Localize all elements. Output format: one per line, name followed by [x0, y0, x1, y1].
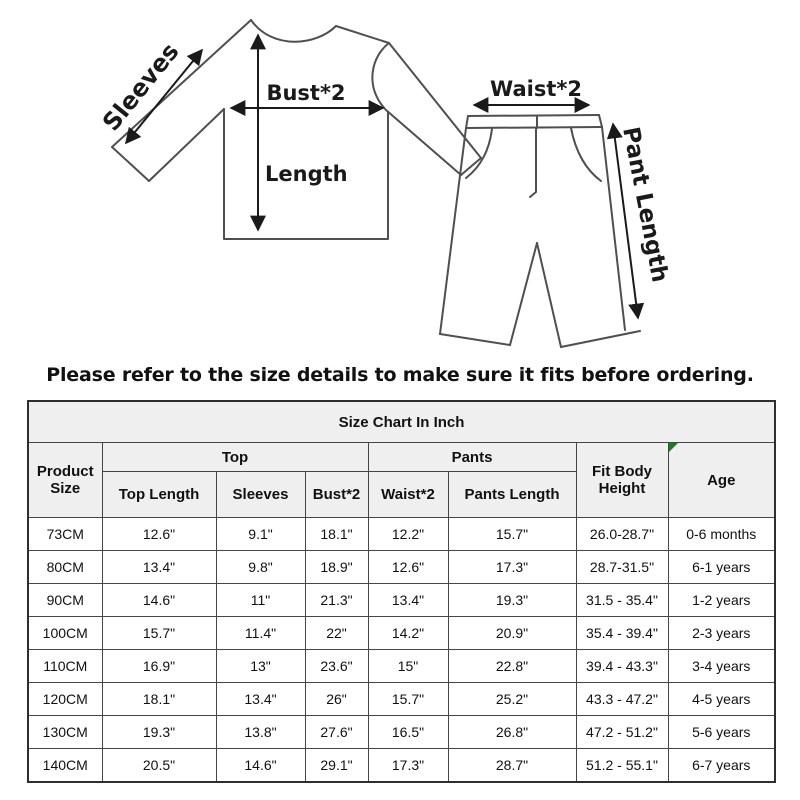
- col-header-bust: Bust*2: [305, 472, 368, 518]
- cell-bust: 27.6": [305, 716, 368, 749]
- pant-length-label: Pant Length: [617, 124, 673, 285]
- cell-top-length: 16.9": [102, 650, 216, 683]
- table-row: [28, 683, 775, 716]
- cell-fit-height: 51.2 - 55.1": [576, 749, 668, 783]
- cell-pants-length: 26.8": [448, 716, 576, 749]
- cell-age: 5-6 years: [668, 716, 775, 749]
- cell-top-length: 14.6": [102, 584, 216, 617]
- cell-sleeves: 9.1": [216, 518, 305, 551]
- table-title: Size Chart In Inch: [28, 401, 775, 443]
- cell-sleeves: 11.4": [216, 617, 305, 650]
- cell-top-length: 19.3": [102, 716, 216, 749]
- cell-fit-height: 43.3 - 47.2": [576, 683, 668, 716]
- col-header-top-length: Top Length: [102, 472, 216, 518]
- cell-waist: 16.5": [368, 716, 448, 749]
- cell-bust: 26": [305, 683, 368, 716]
- cell-pants-length: 22.8": [448, 650, 576, 683]
- age-header-label: Age: [707, 471, 736, 489]
- cell-sleeves: 13.4": [216, 683, 305, 716]
- table-row: [28, 716, 775, 749]
- cell-top-length: 18.1": [102, 683, 216, 716]
- cell-fit-height: 31.5 - 35.4": [576, 584, 668, 617]
- cell-size: 73CM: [28, 518, 102, 551]
- table-row: [28, 551, 775, 584]
- cell-age: 6-1 years: [668, 551, 775, 584]
- cell-bust: 21.3": [305, 584, 368, 617]
- cell-pants-length: 25.2": [448, 683, 576, 716]
- size-chart-table: [27, 400, 776, 783]
- col-header-product-size: Product Size: [28, 443, 102, 518]
- table-title-row: [28, 401, 775, 443]
- cell-bust: 23.6": [305, 650, 368, 683]
- cell-waist: 15.7": [368, 683, 448, 716]
- pants-outline: [440, 115, 640, 347]
- group-header-row: [28, 443, 775, 472]
- cell-size: 120CM: [28, 683, 102, 716]
- cell-bust: 22": [305, 617, 368, 650]
- cell-sleeves: 14.6": [216, 749, 305, 783]
- cell-pants-length: 15.7": [448, 518, 576, 551]
- size-table-body: [28, 518, 775, 783]
- cell-fit-height: 47.2 - 51.2": [576, 716, 668, 749]
- cell-size: 100CM: [28, 617, 102, 650]
- col-group-top: Top: [102, 443, 368, 472]
- cell-fit-height: 39.4 - 43.3": [576, 650, 668, 683]
- cell-age: 4-5 years: [668, 683, 775, 716]
- table-row: [28, 617, 775, 650]
- bust-label: Bust*2: [266, 81, 346, 105]
- cell-bust: 18.9": [305, 551, 368, 584]
- col-header-waist: Waist*2: [368, 472, 448, 518]
- cell-size: 130CM: [28, 716, 102, 749]
- col-header-sleeves: Sleeves: [216, 472, 305, 518]
- col-header-age: [668, 443, 775, 518]
- fit-advice-caption: Please refer to the size details to make sure it fits before ordering.: [46, 364, 754, 386]
- table-row: [28, 584, 775, 617]
- length-label: Length: [265, 162, 348, 186]
- cell-age: 1-2 years: [668, 584, 775, 617]
- cell-fit-height: 35.4 - 39.4": [576, 617, 668, 650]
- table-row: [28, 518, 775, 551]
- table-row: [28, 650, 775, 683]
- cell-sleeves: 13": [216, 650, 305, 683]
- cell-size: 90CM: [28, 584, 102, 617]
- cell-waist: 17.3": [368, 749, 448, 783]
- cell-age: 0-6 months: [668, 518, 775, 551]
- waist-label: Waist*2: [490, 77, 582, 101]
- col-header-pants-length: Pants Length: [448, 472, 576, 518]
- cell-pants-length: 17.3": [448, 551, 576, 584]
- table-row: [28, 749, 775, 783]
- cell-size: 140CM: [28, 749, 102, 783]
- cell-sleeves: 11": [216, 584, 305, 617]
- cell-top-length: 13.4": [102, 551, 216, 584]
- cell-age: 6-7 years: [668, 749, 775, 783]
- cell-waist: 12.6": [368, 551, 448, 584]
- cell-pants-length: 28.7": [448, 749, 576, 783]
- cell-sleeves: 13.8": [216, 716, 305, 749]
- size-measurement-diagram: [0, 0, 800, 358]
- cell-age: 2-3 years: [668, 617, 775, 650]
- cell-sleeves: 9.8": [216, 551, 305, 584]
- cell-fit-height: 26.0-28.7": [576, 518, 668, 551]
- cell-top-length: 15.7": [102, 617, 216, 650]
- cell-size: 80CM: [28, 551, 102, 584]
- cell-waist: 14.2": [368, 617, 448, 650]
- cell-waist: 12.2": [368, 518, 448, 551]
- col-group-pants: Pants: [368, 443, 576, 472]
- cell-age: 3-4 years: [668, 650, 775, 683]
- cell-waist: 15": [368, 650, 448, 683]
- cell-bust: 18.1": [305, 518, 368, 551]
- cell-pants-length: 19.3": [448, 584, 576, 617]
- cell-pants-length: 20.9": [448, 617, 576, 650]
- cell-size: 110CM: [28, 650, 102, 683]
- cell-waist: 13.4": [368, 584, 448, 617]
- col-header-fit-body-height: Fit Body Height: [576, 443, 668, 518]
- cell-fit-height: 28.7-31.5": [576, 551, 668, 584]
- cell-bust: 29.1": [305, 749, 368, 783]
- cell-top-length: 12.6": [102, 518, 216, 551]
- sleeves-label: Sleeves: [97, 37, 185, 137]
- cell-flag-triangle: [669, 443, 678, 452]
- cell-top-length: 20.5": [102, 749, 216, 783]
